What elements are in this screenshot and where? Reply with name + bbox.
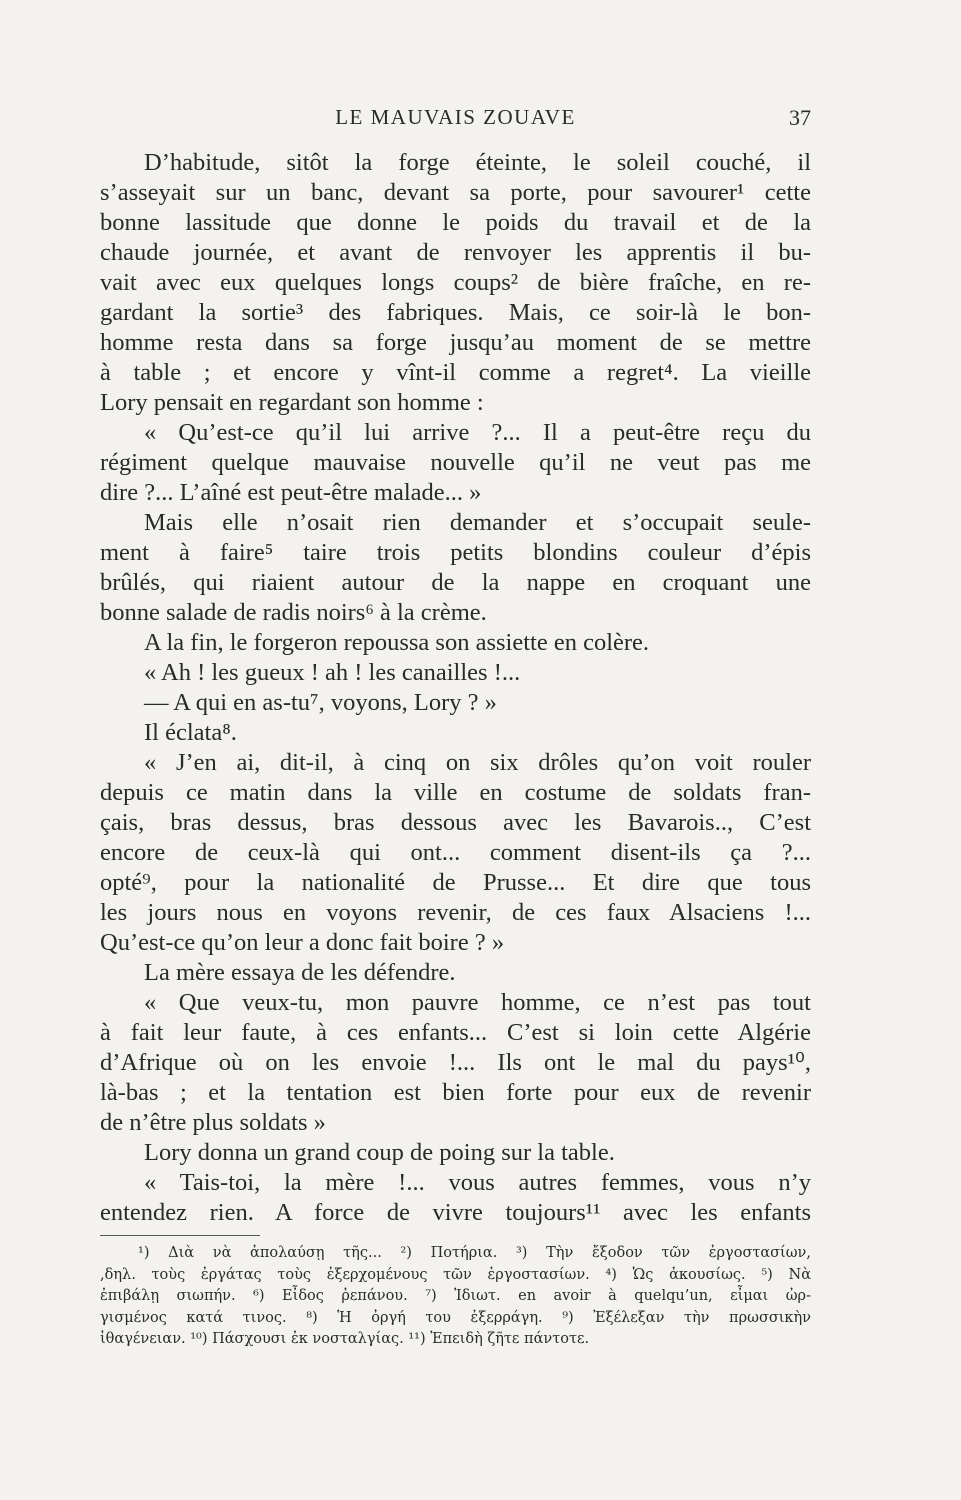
text-line: « Que veux-tu, mon pauvre homme, ce n’est pas tout	[144, 989, 811, 1016]
text-line: çais, bras dessus, bras dessous avec les Bavarois.., C’est	[100, 809, 811, 836]
text-line: Lory pensait en regardant son homme :	[100, 389, 484, 416]
footnote-line: ¹) Διὰ νὰ ἀπολαύσῃ τῆς... ²) Ποτήρια. ³) Τὴν ἔξοδον τῶν ἐργοστασίων,	[138, 1245, 811, 1261]
text-line: depuis ce matin dans la ville en costume de soldats fran-	[100, 779, 811, 806]
text-line: — A qui en as-tu⁷, voyons, Lory ? »	[144, 689, 497, 716]
text-line: Qu’est-ce qu’on leur a donc fait boire ? »	[100, 929, 505, 956]
text-line: D’habitude, sitôt la forge éteinte, le soleil couché, il	[144, 149, 811, 176]
text-line: gardant la sortie³ des fabriques. Mais, ce soir-là le bon-	[100, 299, 811, 326]
running-title: LE MAUVAIS ZOUAVE	[335, 105, 576, 129]
text-line: A la fin, le forgeron repoussa son assiette en colère.	[144, 629, 650, 656]
text-line: chaude journée, et avant de renvoyer les apprentis il bu-	[100, 239, 811, 266]
text-line: homme resta dans sa forge jusqu’au moment de se mettre	[100, 329, 811, 356]
text-line: les jours nous en voyons revenir, de ces faux Alsaciens !...	[100, 899, 811, 926]
text-line: vait avec eux quelques longs coups² de bière fraîche, en re-	[100, 269, 811, 296]
text-line: La mère essaya de les défendre.	[144, 959, 456, 986]
text-line: « Tais-toi, la mère !... vous autres femmes, vous n’y	[144, 1169, 811, 1196]
text-line: d’Afrique où on les envoie !... Ils ont le mal du pays¹⁰,	[100, 1049, 811, 1076]
text-line: « Qu’est-ce qu’il lui arrive ?... Il a peut-être reçu du	[144, 419, 811, 446]
text-line: bonne salade de radis noirs⁶ à la crème.	[100, 599, 487, 626]
text-line: à table ; et encore y vînt-il comme a regret⁴. La vieille	[100, 359, 811, 386]
footnote-rule	[100, 1235, 260, 1236]
page-number: 37	[789, 105, 811, 130]
text-line: bonne lassitude que donne le poids du travail et de la	[100, 209, 811, 236]
text-line: dire ?... L’aîné est peut-être malade... »	[100, 479, 482, 506]
text-line: opté⁹, pour la nationalité de Prusse... Et dire que tous	[100, 869, 811, 896]
text-line: brûlés, qui riaient autour de la nappe en croquant une	[100, 569, 811, 596]
footnote-line: ἐπιβάλῃ σιωπήν. ⁶) Εἶδος ῥεπάνου. ⁷) Ἰδιωτ. en avoir à quelqu’un, εἶμαι ὠρ-	[100, 1288, 811, 1304]
text-line: régiment quelque mauvaise nouvelle qu’il ne veut pas me	[100, 449, 811, 476]
text-line: ment à faire⁵ taire trois petits blondins couleur d’épis	[100, 539, 811, 566]
footnotes	[100, 1243, 811, 1351]
text-line: là-bas ; et la tentation est bien forte pour eux de revenir	[100, 1079, 811, 1106]
text-line: Lory donna un grand coup de poing sur la table.	[144, 1139, 615, 1166]
text-line: « Ah ! les gueux ! ah ! les canailles !...	[144, 659, 521, 686]
text-line: s’asseyait sur un banc, devant sa porte, pour savourer¹ cette	[100, 179, 811, 206]
footnote-line: ,δηλ. τοὺς ἐργάτας τοὺς ἐξερχομένους τῶν ἐργοστασίων. ⁴) Ὡς ἀκουσίως. ⁵) Νὰ	[100, 1266, 811, 1283]
text-line: « J’en ai, dit-il, à cinq on six drôles qu’on voit rouler	[144, 749, 811, 776]
text-line: Il éclata⁸.	[144, 719, 237, 746]
footnote-line: γισμένος κατά τινος. ⁸) Ἡ ὀργή του ἐξερράγη. ⁹) Ἐξέλεξαν τὴν πρωσσικὴν	[100, 1309, 811, 1326]
footnote-line: ἰθαγένειαν. ¹⁰) Πάσχουσι ἐκ νοσταλγίας. ¹¹) Ἐπειδὴ ζῆτε πάντοτε.	[100, 1331, 590, 1347]
text-line: encore de ceux-là qui ont... comment disent-ils ça ?...	[100, 839, 811, 866]
text-line: entendez rien. A force de vivre toujours¹¹ avec les enfants	[100, 1199, 811, 1226]
body-text	[100, 148, 811, 1228]
book-page	[100, 0, 811, 1500]
page-header	[100, 105, 811, 135]
text-line: de n’être plus soldats »	[100, 1109, 326, 1136]
text-line: à fait leur faute, à ces enfants... C’est si loin cette Algérie	[100, 1019, 811, 1046]
text-line: Mais elle n’osait rien demander et s’occupait seule-	[144, 509, 811, 536]
